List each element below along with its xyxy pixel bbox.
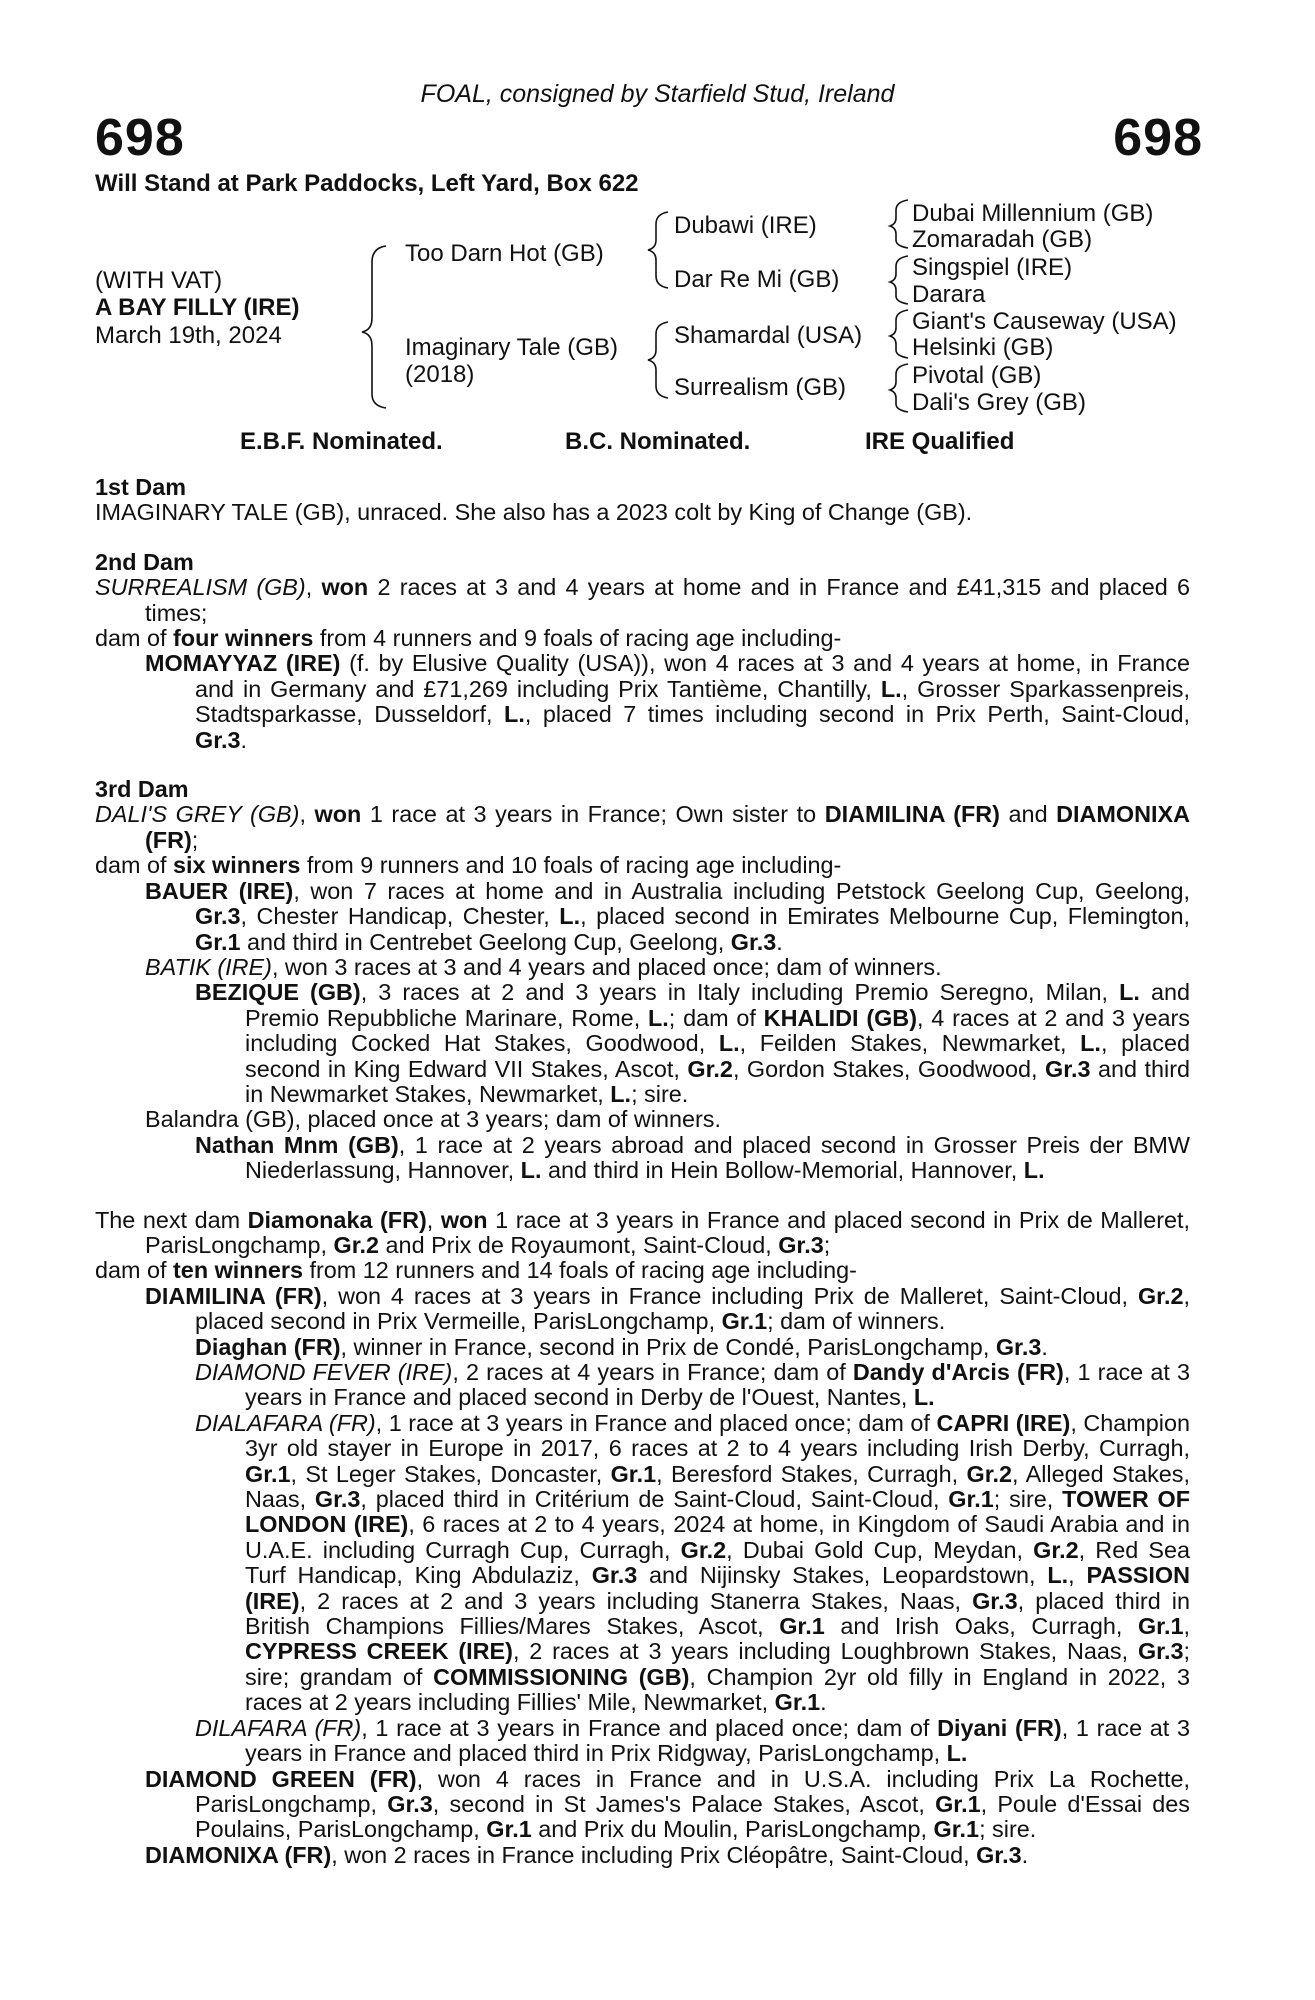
catalogue-body — [95, 475, 1190, 1868]
bc-nomination: B.C. Nominated. — [565, 428, 751, 455]
lot-name: A BAY FILLY (IRE) — [95, 294, 300, 321]
pedigree-dam-dam: Surrealism (GB) — [674, 374, 847, 401]
first-dam-text: IMAGINARY TALE (GB), unraced. She also has a 2023 colt by King of Change (GB). — [95, 499, 973, 526]
dam-name: SURREALISM (GB) — [95, 574, 306, 601]
diamilina-entry: DIAMILINA (FR), won 4 races at 3 years in France including Prix de Malleret, Saint-Cloud, Gr.2, placed second in Prix Vermeille, ParisLongchamp, Gr.1; dam of winners. — [145, 1282, 1190, 1335]
diamond-green-entry: DIAMOND GREEN (FR), won 4 races in France and in U.S.A. including Prix La Rochette, ParisLongchamp, Gr.3, second in St James's Palace Stakes, Ascot, Gr.1, Poule d'Essai des Poulains, ParisLongchamp, Gr.1 and Prix du Moulin, ParisLongchamp, Gr.1; sire. — [145, 1765, 1190, 1843]
third-dam-record: DALI'S GREY (GB), won 1 race at 3 years in France; Own sister to DIAMILINA (FR) and DIAMONIXA (FR); — [95, 801, 1190, 853]
first-dam-heading: 1st Dam — [95, 474, 187, 500]
pedigree-g4: Darara — [912, 281, 986, 308]
ire-qualified: IRE Qualified — [865, 428, 1015, 455]
dialafara-entry: DIALAFARA (FR), 1 race at 3 years in France and placed once; dam of CAPRI (IRE), Champion 3yr old stayer in Europe in 2017, 6 races at 2 to 4 years including Irish Derby, Curragh, Gr.1, St Leger Stakes, Doncaster, Gr.1, Beresford Stakes, Curragh, Gr.2, Alleged Stakes, Naas, Gr.3, placed third in Critérium de Saint-Cloud, Saint-Cloud, Gr.1; sire, TOWER OF LONDON (IRE), 6 races at 2 to 4 years, 2024 at home, in Kingdom of Saudi Arabia and in U.A.E. including Curragh Cup, Curragh, Gr.2, Dubai Gold Cup, Meydan, Gr.2, Red Sea Turf Handicap, King Abdulaziz, Gr.3 and Nijinsky Stakes, Leopardstown, L., PASSION (IRE), 2 races at 2 and 3 years including Stanerra Stakes, Naas, Gr.3, placed third in British Champions Fillies/Mares Stakes, Ascot, Gr.1 and Irish Oaks, Curragh, Gr.1, CYPRESS CREEK (IRE), 2 races at 3 years including Loughbrown Stakes, Naas, Gr.3; sire; grandam of COMMISSIONING (GB), Champion 2yr old filly in England in 2022, 3 races at 2 years including Fillies' Mile, Newmarket, Gr.1. — [195, 1409, 1191, 1716]
vat-label: (WITH VAT) — [95, 267, 223, 294]
consignment-line: FOAL, consigned by Starfield Stud, Ireland — [420, 80, 895, 108]
dilafara-entry: DILAFARA (FR), 1 race at 3 years in France and placed once; dam of Diyani (FR), 1 race at 3 years in France and placed third in Prix Ridgway, ParisLongchamp, L. — [195, 1714, 1190, 1767]
third-dam-heading: 3rd Dam — [95, 776, 189, 803]
pedigree-dam-sire: Shamardal (USA) — [674, 322, 863, 349]
bauer-entry: BAUER (IRE), won 7 races at home and in Australia including Petstock Geelong Cup, Geelong, Gr.3, Chester Handicap, Chester, L., placed second in Emirates Melbourne Cup, Flemington, Gr.1 and third in Centrebet Geelong Cup, Geelong, Gr.3. — [145, 877, 1190, 955]
momayyaz-entry: MOMAYYAZ (IRE) (f. by Elusive Quality (USA)), won 4 races at 3 and 4 years at home, in France and in Germany and £71,269 including Prix Tantième, Chantilly, L., Grosser Sparkassenpreis, Stadtsparkasse, Dusseldorf, L., placed 7 times including second in Prix Perth, Saint-Cloud, Gr.3. — [145, 650, 1190, 753]
diaghan-entry: Diaghan (FR), winner in France, second in Prix de Condé, ParisLongchamp, Gr.3. — [195, 1333, 1048, 1360]
pedigree-g7: Pivotal (GB) — [912, 362, 1042, 389]
second-dam-record: SURREALISM (GB), won 2 races at 3 and 4 years at home and in France and £41,315 and placed 6 times; — [95, 574, 1190, 626]
pedigree-g2: Zomaradah (GB) — [912, 226, 1093, 253]
pedigree-dam: Imaginary Tale (GB) — [405, 334, 618, 361]
pedigree-g5: Giant's Causeway (USA) — [912, 308, 1177, 335]
diamonixa-entry: DIAMONIXA (FR), won 2 races in France including Prix Cléopâtre, Saint-Cloud, Gr.3. — [145, 1841, 1029, 1868]
pedigree-g8: Dali's Grey (GB) — [912, 389, 1086, 416]
pedigree-g1: Dubai Millennium (GB) — [912, 200, 1154, 227]
pedigree-sire: Too Darn Hot (GB) — [405, 240, 604, 267]
second-dam-heading: 2nd Dam — [95, 548, 194, 575]
lot-number-right: 698 — [1113, 109, 1203, 167]
ebf-nomination: E.B.F. Nominated. — [240, 428, 443, 455]
second-dam-produce: dam of four winners from 4 runners and 9 foals of racing age including- — [95, 625, 842, 652]
next-dam-produce: dam of ten winners from 12 runners and 14 foals of racing age including- — [95, 1257, 857, 1284]
lot-number-left: 698 — [95, 109, 185, 167]
pedigree-sire-dam: Dar Re Mi (GB) — [674, 266, 840, 293]
pedigree-dam-year: (2018) — [405, 361, 475, 388]
stand-location: Will Stand at Park Paddocks, Left Yard, Box 622 — [95, 170, 639, 197]
balandra-entry: Balandra (GB), placed once at 3 years; dam of winners. — [145, 1106, 721, 1133]
diamond-fever-entry: DIAMOND FEVER (IRE), 2 races at 4 years in France; dam of Dandy d'Arcis (FR), 1 race at 3 years in France and placed second in Derby de l'Ouest, Nantes, L. — [195, 1359, 1190, 1411]
next-dam-record: The next dam Diamonaka (FR), won 1 race at 3 years in France and placed second in Prix de Malleret, ParisLongchamp, Gr.2 and Prix de Royaumont, Saint-Cloud, Gr.3; — [95, 1206, 1191, 1258]
pedigree-g6: Helsinki (GB) — [912, 334, 1054, 361]
foaling-date: March 19th, 2024 — [95, 322, 282, 349]
third-dam-produce: dam of six winners from 9 runners and 10 foals of racing age including- — [95, 852, 842, 879]
pedigree-g3: Singspiel (IRE) — [912, 254, 1073, 281]
batik-entry: BATIK (IRE), won 3 races at 3 and 4 years and placed once; dam of winners. — [145, 953, 942, 980]
pedigree-sire-sire: Dubawi (IRE) — [674, 212, 817, 239]
bezique-entry: BEZIQUE (GB), 3 races at 2 and 3 years in Italy including Premio Seregno, Milan, L. and Premio Repubbliche Marinare, Rome, L.; dam of KHALIDI (GB), 4 races at 2 and 3 years including Cocked Hat Stakes, Goodwood, L., Feilden Stakes, Newmarket, L., placed second in King Edward VII Stakes, Ascot, Gr.2, Gordon Stakes, Goodwood, Gr.3 and third in Newmarket Stakes, Newmarket, L.; sire. — [195, 979, 1191, 1107]
nathan-entry: Nathan Mnm (GB), 1 race at 2 years abroad and placed second in Grosser Preis der BMW Niederlassung, Hannover, L. and third in Hein Bollow-Memorial, Hannover, L. — [195, 1131, 1190, 1184]
